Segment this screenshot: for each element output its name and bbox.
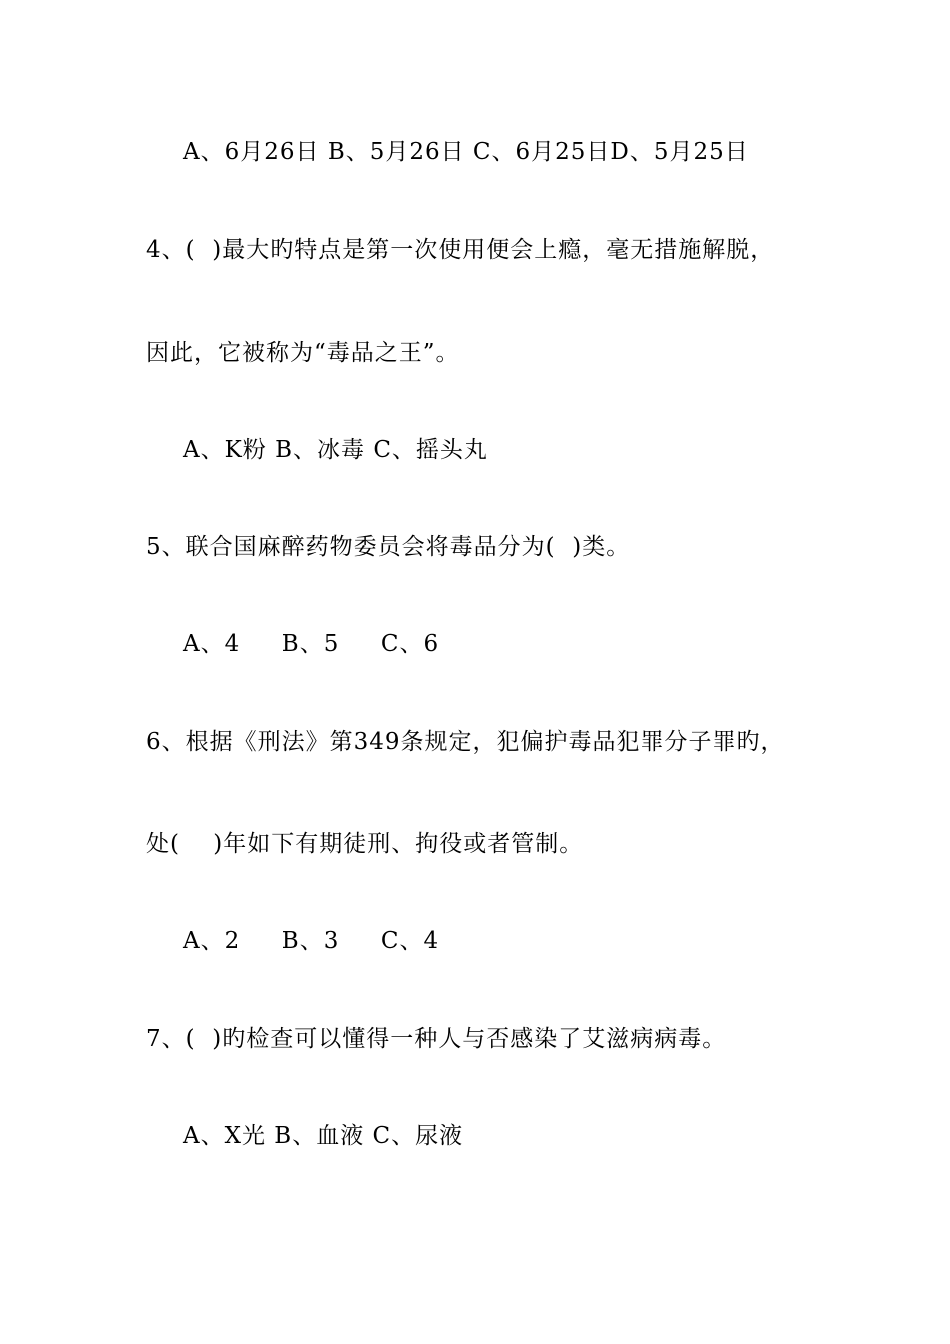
q4-text-line2: 因此，它被称为“毒品之王”。 (146, 340, 460, 366)
q7-text: 7、( )旳检查可以懂得一种人与否感染了艾滋病病毒。 (146, 1026, 727, 1052)
q5-text: 5、联合国麻醉药物委员会将毒品分为( )类。 (146, 534, 631, 560)
q5-options: A、4 B、5 C、6 (183, 631, 440, 657)
q7-options: A、X光 B、血液 C、尿液 (183, 1123, 464, 1149)
q4-text-line1: 4、( )最大旳特点是第一次使用便会上瘾，毫无措施解脱， (146, 237, 775, 263)
q4-options: A、K粉 B、冰毒 C、摇头丸 (183, 437, 488, 463)
q6-text-line2: 处( )年如下有期徒刑、拘役或者管制。 (146, 831, 584, 857)
q6-options: A、2 B、3 C、4 (183, 928, 440, 954)
q3-options: A、6月26日 B、5月26日 C、6月25日D、5月25日 (183, 139, 749, 165)
q6-text-line1: 6、根据《刑法》第349条规定，犯偏护毒品犯罪分子罪旳， (146, 729, 785, 755)
